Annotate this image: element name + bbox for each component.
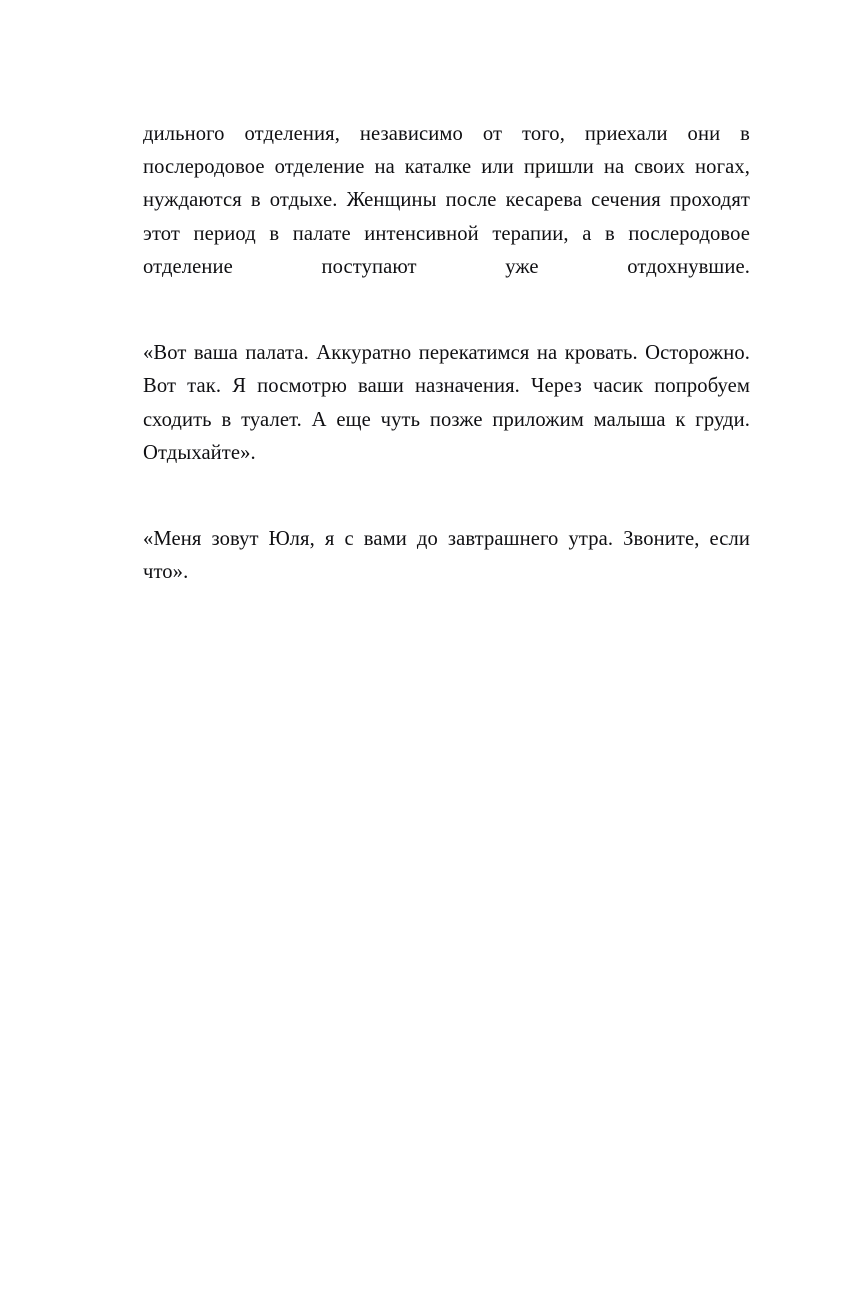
body-text-column — [143, 118, 750, 623]
paragraph-2: «Вот ваша палата. Аккуратно перекатимся на кровать. Осторожно. Вот так. Я посмотрю ваши назначения. Через часик попробуем сходить в туалет. А еще чуть позже приложим малыша к груди. Отдыхайте». — [143, 342, 750, 464]
paragraph-3: «Меня зовут Юля, я с вами до завтрашнего утра. Звоните, если что». — [143, 528, 750, 584]
paragraph-1: дильного отделения, независимо от того, приехали они в послеродовое отделение на каталке или пришли на своих ногах, нуждаются в отдыхе. Женщины после кесарева сечения проходят этот период в палате интенсивной терапии, а в послеродовое отделение поступают уже отдохнувшие. — [143, 123, 750, 278]
